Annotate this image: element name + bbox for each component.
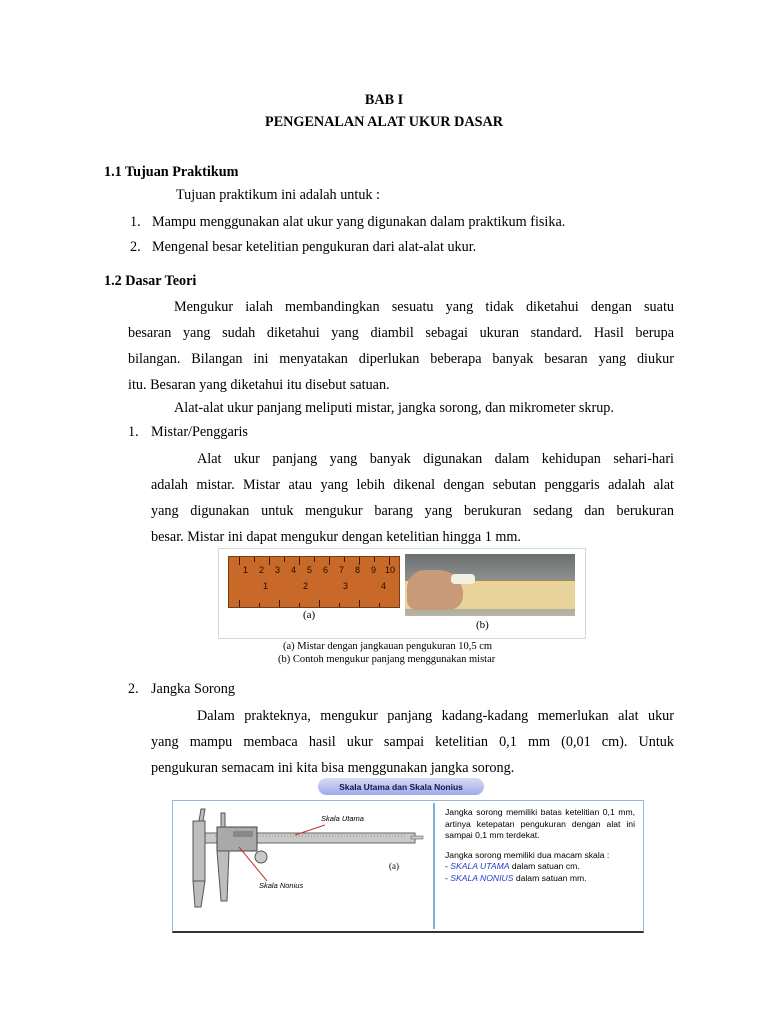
caliper-panel	[175, 803, 435, 929]
list-number: 1.	[130, 214, 141, 230]
bullet-dash: -	[445, 861, 451, 871]
chapter-title: PENGENALAN ALAT UKUR DASAR	[265, 114, 503, 130]
sub-title-mistar: Mistar/Penggaris	[151, 424, 248, 440]
desc-paragraph-1: Jangka sorong memiliki batas ketelitian 0,1 mm, artinya ketepatan pengukuran dengan alat ini sampai 0,1 mm terdekat.	[445, 807, 635, 840]
list-number: 2.	[130, 239, 141, 255]
caliper-label-a: (a)	[389, 861, 399, 871]
ruler-number: 1	[263, 581, 269, 591]
ruler-ticks-bottom	[229, 599, 399, 607]
para-line: besaran yang sudah diketahui yang diambil sebagai ukuran standard. Hasil berupa	[128, 325, 674, 341]
desc-bullet-skala-utama	[445, 861, 635, 873]
desc-bullet-skala-nonius	[445, 873, 635, 885]
label-skala-nonius: Skala Nonius	[259, 881, 304, 890]
ruler-number: 4	[291, 565, 297, 575]
ruler-number: 5	[307, 565, 313, 575]
ruler-ticks-top	[229, 557, 399, 565]
figure-caption-a: (a) Mistar dengan jangkauan pengukuran 10,5 cm	[283, 641, 493, 652]
figure-label-b: (b)	[476, 619, 489, 631]
section-heading-dasar-teori: 1.2 Dasar Teori	[104, 273, 197, 289]
paragraph-mistar	[151, 446, 674, 550]
paragraph-mengukur	[128, 294, 674, 398]
list-item	[130, 214, 141, 231]
para-line: adalah mistar. Mistar atau yang lebih dikenal dengan sebutan penggaris adalah alat	[151, 477, 674, 493]
tujuan-intro: Tujuan praktikum ini adalah untuk :	[176, 187, 380, 203]
sub-number: 2.	[128, 681, 139, 697]
desc-paragraph-2: Jangka sorong memiliki dua macam skala :	[445, 849, 610, 860]
para-line: bilangan. Bilangan ini menyatakan diperlukan beberapa banyak besaran yang diukur	[128, 351, 674, 367]
banner-skala	[318, 778, 484, 795]
label-skala-utama: Skala Utama	[321, 814, 364, 823]
paragraph-jangka-sorong	[151, 703, 674, 781]
bullet-text: dalam satuan cm.	[509, 861, 580, 871]
ruler-number: 6	[323, 565, 329, 575]
ruler-number: 7	[339, 565, 345, 575]
ruler-number: 2	[259, 565, 265, 575]
figure-jangka-sorong	[172, 800, 644, 933]
figure-mistar	[218, 548, 586, 639]
para-line: Dalam prakteknya, mengukur panjang kadang-kadang memerlukan alat ukur	[197, 708, 674, 724]
ruler-number: 9	[371, 565, 377, 575]
figure-caption-b: (b) Contoh mengukur panjang menggunakan mistar	[278, 654, 496, 665]
ruler-number: 1	[243, 565, 249, 575]
ruler-number: 3	[343, 581, 349, 591]
bullet-dash: -	[445, 872, 451, 883]
banner-text: Skala Utama dan Skala Nonius	[339, 782, 463, 792]
figure-label-a: (a)	[303, 609, 316, 621]
ruler-number: 2	[303, 581, 309, 591]
sub-number: 1.	[128, 424, 139, 440]
sub-title-jangka-sorong: Jangka Sorong	[151, 681, 235, 697]
ruler-number: 8	[355, 565, 361, 575]
ruler-image	[228, 556, 400, 608]
ruler-number: 4	[381, 581, 387, 591]
bullet-emphasis: SKALA UTAMA	[450, 861, 510, 871]
paragraph-alat-ukur: Alat-alat ukur panjang meliputi mistar, jangka sorong, dan mikrometer skrup.	[174, 400, 614, 416]
list-item-text: Mampu menggunakan alat ukur yang digunakan dalam praktikum fisika.	[152, 214, 566, 230]
ruler-number: 3	[275, 565, 281, 575]
ruler-photo	[405, 554, 575, 616]
list-item-text: Mengenal besar ketelitian pengukuran dari alat-alat ukur.	[152, 239, 477, 255]
para-line: pengukuran semacam ini kita bisa menggunakan jangka sorong.	[151, 760, 515, 776]
bullet-emphasis: SKALA NONIUS	[450, 872, 514, 883]
para-line: itu. Besaran yang diketahui itu disebut satuan.	[128, 377, 390, 393]
para-line: Mengukur ialah membandingkan sesuatu yang tidak diketahui dengan suatu	[174, 299, 674, 315]
section-heading-tujuan: 1.1 Tujuan Praktikum	[104, 164, 239, 180]
bullet-text: dalam satuan mm.	[513, 872, 587, 883]
caliper-description	[445, 807, 635, 884]
para-line: besar. Mistar ini dapat mengukur dengan ketelitian hingga 1 mm.	[151, 529, 521, 545]
ruler-number: 10	[385, 565, 396, 575]
chapter-label: BAB I	[364, 92, 404, 108]
para-line: yang digunakan untuk mengukur barang yang berukuran sedang dan berukuran	[151, 503, 674, 519]
measured-object	[451, 574, 475, 584]
list-item	[130, 239, 141, 256]
para-line: Alat ukur panjang yang banyak digunakan dalam kehidupan sehari-hari	[197, 451, 674, 467]
para-line: yang mampu membaca hasil ukur sampai ketelitian 0,1 mm (0,01 cm). Untuk	[151, 734, 674, 750]
